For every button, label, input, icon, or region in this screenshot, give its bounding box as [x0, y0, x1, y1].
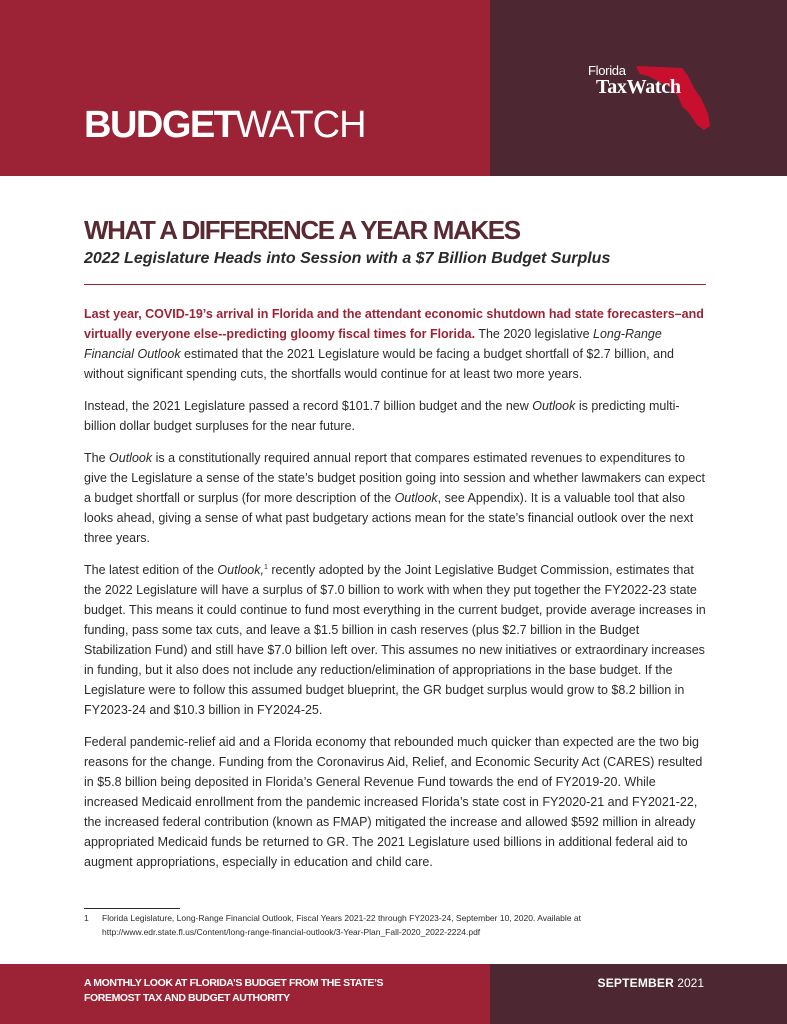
italic-title: Outlook,: [217, 563, 264, 577]
paragraph-3: [84, 448, 706, 548]
header-banner: [0, 0, 787, 176]
footer-banner: [0, 964, 787, 1024]
paragraph-1: [84, 304, 706, 384]
budget-watch-title: [84, 103, 366, 147]
text-run: The latest edition of the: [84, 563, 218, 577]
article-body: [84, 304, 706, 872]
paragraph-4: [84, 560, 706, 720]
text-run: estimated that the 2021 Legislature would be facing a budget shortfall of $2.7 billion, and without significant spending cuts, the shortfalls would continue for at least two more years.: [84, 347, 674, 381]
headline-divider: [84, 284, 706, 285]
italic-title: Outlook: [532, 399, 576, 413]
title-light: WATCH: [235, 104, 366, 146]
article-headline: WHAT A DIFFERENCE A YEAR MAKES: [84, 215, 520, 245]
footnote-number: 1: [84, 913, 89, 923]
italic-title: Outlook: [394, 491, 438, 505]
footnote-reference: 1: [263, 563, 268, 571]
article: [84, 214, 706, 884]
text-run: , see Appendix). It is a valuable tool that also looks ahead, giving a sense of what past budgetary actions mean for the state’s financial outlook over the next three years.: [84, 491, 694, 545]
footer-maroon-panel: [490, 964, 787, 1024]
footnote-divider: [84, 908, 180, 909]
text-run: Instead, the 2021 Legislature passed a record $101.7 billion budget and the new: [84, 399, 533, 413]
paragraph-5: Federal pandemic-relief aid and a Florida economy that rebounded much quicker than expected are the two big reasons for the change. Funding from the Coronavirus Aid, Relief, and Economic Security Act (CARES) resulted in $5.8 billion being deposited in Florida’s General Revenue Fund towards the end of FY2019-20. While increased Medicaid enrollment from the pandemic increased Florida’s state cost in FY2020-21 and FY2021-22, the increased federal contribution (known as FMAP) mitigated the increase and allowed $592 million in already appropriated Medicaid funds be returned to GR. The 2021 Legislature used billions in additional federal aid to augment appropriations, especially in education and child care.: [84, 735, 703, 869]
text-run: The 2020 legislative: [475, 327, 593, 341]
logo-taxwatch-text: TaxWatch: [596, 76, 681, 98]
issue-date: [597, 976, 704, 991]
issue-month: SEPTEMBER: [597, 976, 674, 990]
text-run: recently adopted by the Joint Legislative Budget Commission, estimates that the 2022 Legislature will have a surplus of $7.0 billion to work with when they put together the FY2022-23 state budget. This means it could continue to fund most everything in the current budget, provide average increases in funding, pass some tax cuts, and leave a $1.5 billion in cash reserves (plus $2.7 billion in the Budget Stabilization Fund) and still have $7.0 billion left over. This assumes no new initiatives or extraordinary increases in funding, but it also does not include any reduction/elimination of appropriations in the base budget. If the Legislature were to follow this assumed budget blueprint, the GR budget surplus would grow to $8.2 billion in FY2023-24 and $10.3 billion in FY2024-25.: [84, 563, 706, 717]
italic-title: Long-Range Financial Outlook: [84, 327, 662, 361]
text-run: is predicting multi-billion dollar budget surpluses for the near future.: [84, 399, 680, 433]
footnote: [84, 911, 714, 939]
paragraph-2: [84, 396, 706, 436]
text-run: is a constitutionally required annual report that compares estimated revenues to expenditures to give the Legislature a sense of the state’s budget position going into session and whether lawmakers can expect a budget shortfall or surplus (for more description of the: [84, 451, 705, 505]
footnote-text: Florida Legislature, Long-Range Financial Outlook, Fiscal Years 2021-22 through FY2023-24, September 10, 2020. Available at http://www.edr.state.fl.us/Content/long-range-financial-outlook/3-Year-Plan_Fall-2020_2022-2224.pdf: [102, 913, 581, 937]
title-bold: BUDGET: [84, 104, 236, 146]
text-run: The: [84, 451, 110, 465]
lead-sentence: Last year, COVID-19’s arrival in Florida and the attendant economic shutdown had state forecasters–and virtually everyone else--predicting gloomy fiscal times for Florida.: [84, 307, 704, 341]
footer-tagline: A MONTHLY LOOK AT FLORIDA’S BUDGET FROM THE STATE’S FOREMOST TAX AND BUDGET AUTHORITY: [84, 977, 384, 1004]
article-subheadline: 2022 Legislature Heads into Session with a $7 Billion Budget Surplus: [84, 250, 611, 267]
issue-year: 2021: [673, 976, 704, 990]
logo-florida-text: Florida: [588, 63, 626, 78]
header-crimson-panel: [0, 0, 490, 176]
italic-title: Outlook: [109, 451, 153, 465]
florida-taxwatch-logo: [586, 58, 716, 132]
